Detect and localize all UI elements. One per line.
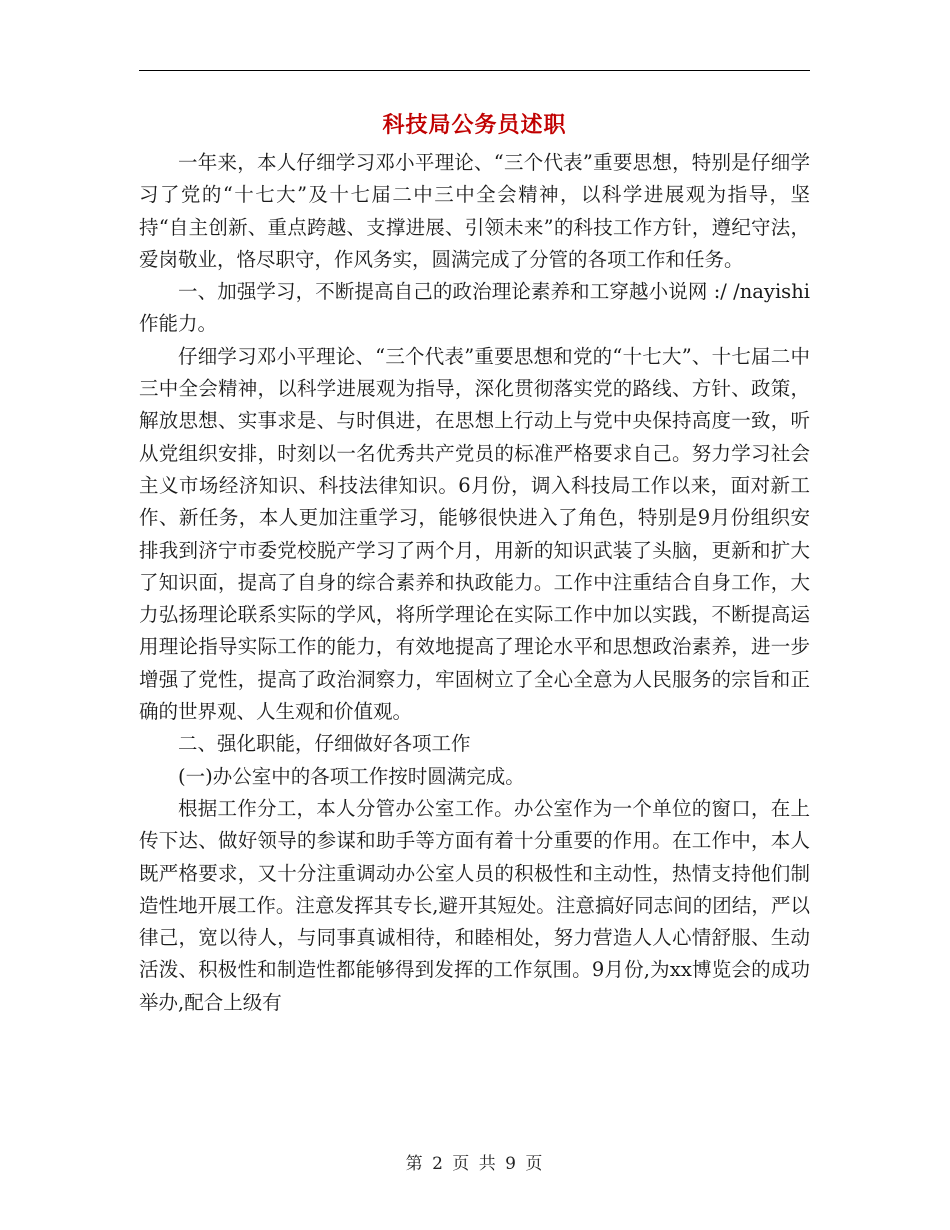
page-title: 科技局公务员述职 bbox=[382, 113, 567, 138]
paragraph-intro: 一年来，本人仔细学习邓小平理论、“三个代表”重要思想，特别是仔细学习了党的“十七大”及十七届二中三中全会精神，以科学进展观为指导，坚持“自主创新、重点跨越、支撑进展、引领未来”的科技工作方针，遵纪守法，爱岗敬业，恪尽职守，作风务实，圆满完成了分管的各项工作和任务。 bbox=[139, 151, 810, 271]
paragraph-office: 根据工作分工，本人分管办公室工作。办公室作为一个单位的窗口，在上传下达、做好领导的参谋和助手等方面有着十分重要的作用。在工作中，本人既严格要求，又十分注重调动办公室人员的积极性和主动性，热情支持他们制造性地开展工作。注意发挥其专长,避开其短处。注意搞好同志间的团结，严以律己，宽以待人，与同事真诚相待，和睦相处，努力营造人人心情舒服、生动活泼、积极性和制造性都能够得到发挥的工作氛围。9月份,为xx博览会的成功举办,配合上级有 bbox=[139, 796, 810, 1014]
header-rule bbox=[139, 70, 810, 71]
paragraph-study: 仔细学习邓小平理论、“三个代表”重要思想和党的“十七大”、十七届二中三中全会精神，以科学进展观为指导，深化贯彻落实党的路线、方针、政策，解放思想、实事求是、与时俱进，在思想上行动上与党中央保持高度一致，听从党组织安排，时刻以一名优秀共产党员的标准严格要求自己。努力学习社会主义市场经济知识、科技法律知识。6月份，调入科技局工作以来，面对新工作、新任务，本人更加注重学习，能够很快进入了角色，特别是9月份组织安排我到济宁市委党校脱产学习了两个月，用新的知识武装了头脑，更新和扩大了知识面，提高了自身的综合素养和执政能力。工作中注重结合自身工作，大力弘扬理论联系实际的学风，将所学理论在实际工作中加以实践，不断提高运用理论指导实际工作的能力，有效地提高了理论水平和思想政治素养，进一步增强了党性，提高了政治洞察力，牢固树立了全心全意为人民服务的宗旨和正确的世界观、人生观和价值观。 bbox=[139, 344, 810, 724]
section-heading-1: 一、加强学习，不断提高自己的政治理论素养和工穿越小说网 :/ /nayishi作能力。 bbox=[139, 280, 810, 336]
page-footer: 第 2 页 共 9 页 bbox=[405, 1154, 545, 1174]
document-body bbox=[139, 147, 810, 1019]
subsection-heading-1: (一)办公室中的各项工作按时圆满完成。 bbox=[178, 764, 525, 788]
section-heading-2: 二、强化职能，仔细做好各项工作 bbox=[178, 732, 471, 756]
